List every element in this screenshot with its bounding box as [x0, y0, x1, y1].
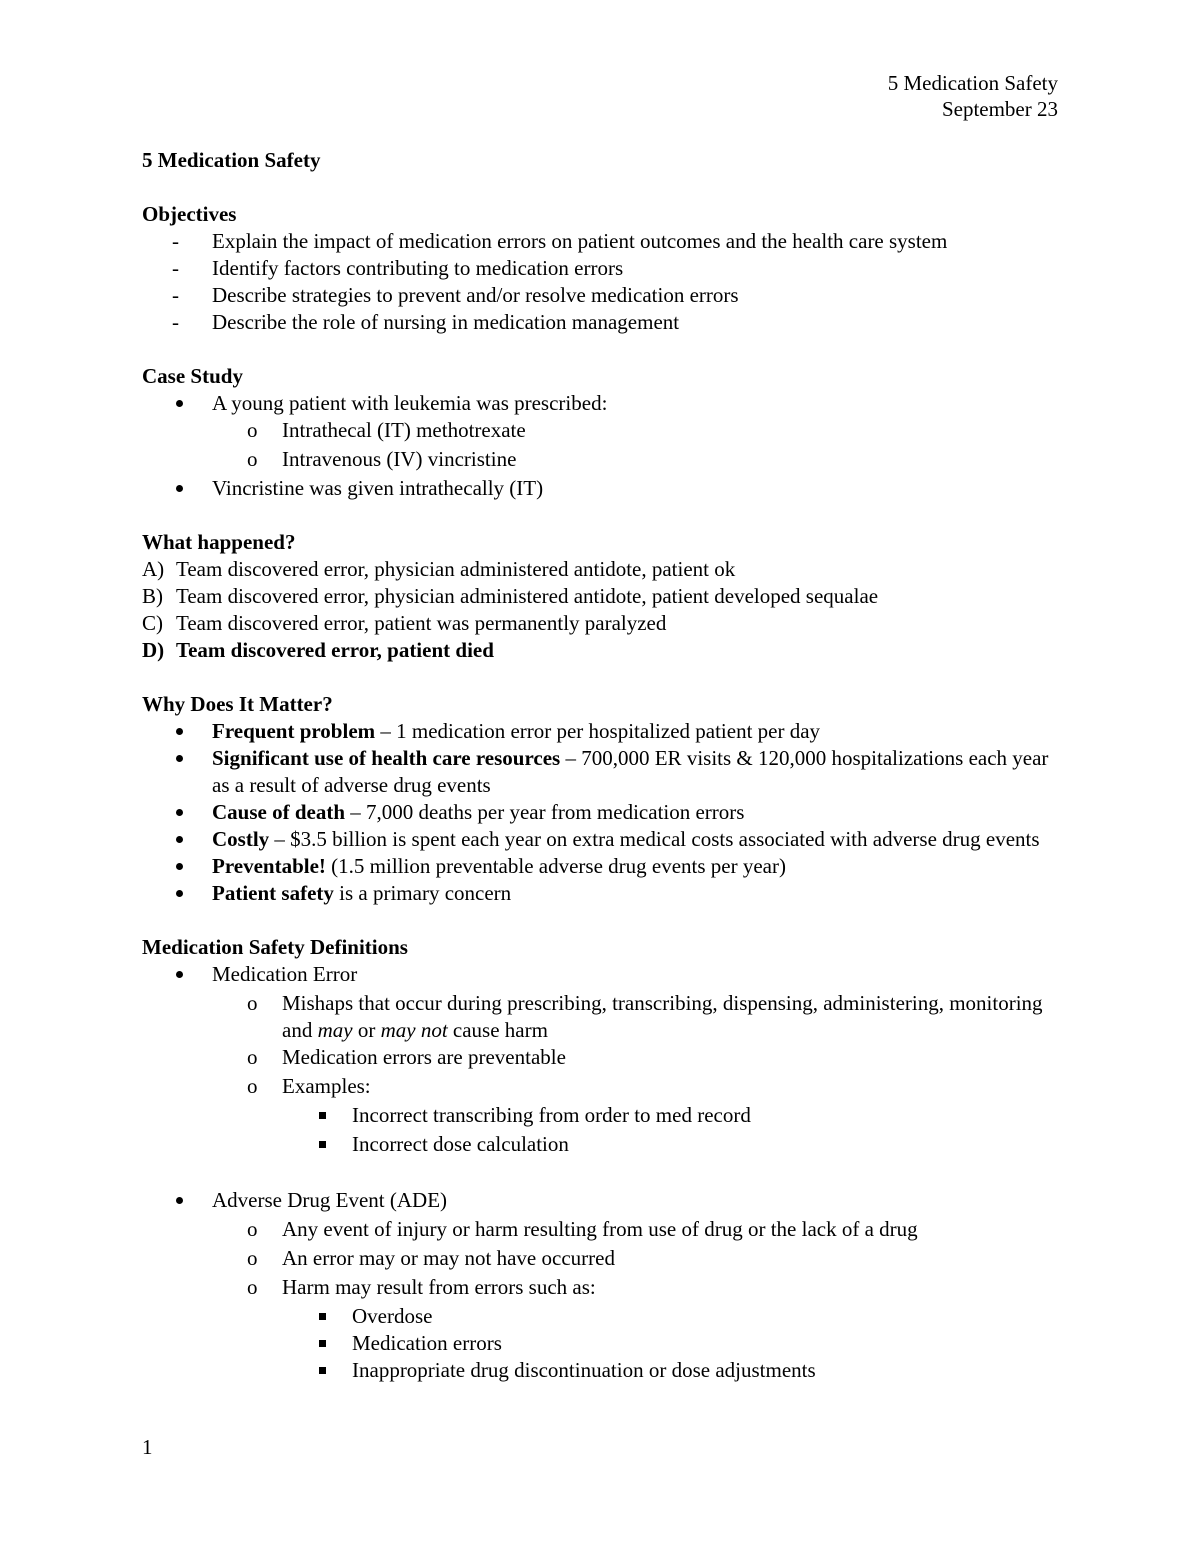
objective-item: - Describe strategies to prevent and/or resolve medication errors	[172, 283, 739, 307]
example-item: Medication errors	[142, 1330, 1062, 1357]
circle-marker: o	[247, 1217, 258, 1241]
why-matter-item: Preventable! (1.5 million preventable adverse drug events per year)	[142, 853, 1062, 880]
circle-marker: o	[247, 1045, 258, 1069]
why-matter-item: Significant use of health care resources – 700,000 ER visits & 120,000 hospitalizations each year as a result of adverse drug events	[142, 745, 1062, 799]
bullet-icon	[176, 755, 183, 762]
dash-marker: -	[172, 283, 179, 307]
objective-item: - Describe the role of nursing in medication management	[172, 310, 680, 334]
objective-item: - Identify factors contributing to medication errors	[172, 256, 624, 280]
bullet-icon	[176, 890, 183, 897]
case-study-item: A young patient with leukemia was prescribed:	[142, 390, 1062, 417]
dash-marker: -	[172, 310, 179, 334]
header-date: September 23	[941, 97, 1058, 121]
square-bullet-icon	[319, 1340, 326, 1347]
case-study-subitem: o Intrathecal (IT) methotrexate	[247, 418, 526, 442]
circle-marker: o	[247, 991, 258, 1015]
example-item: Overdose	[142, 1303, 1062, 1330]
case-study-heading: Case Study	[142, 364, 243, 388]
why-matter-item: Costly – $3.5 billion is spent each year on extra medical costs associated with adverse drug events	[142, 826, 1062, 853]
bullet-icon	[176, 836, 183, 843]
square-bullet-icon	[319, 1141, 326, 1148]
why-matter-item: Patient safety is a primary concern	[142, 880, 1062, 907]
bullet-icon	[176, 863, 183, 870]
circle-marker: o	[247, 1275, 258, 1299]
why-matter-item: Frequent problem – 1 medication error per hospitalized patient per day	[142, 718, 1062, 745]
dash-marker: -	[172, 256, 179, 280]
definition-subitem: o Harm may result from errors such as:	[247, 1275, 596, 1299]
example-item: Incorrect transcribing from order to med record	[142, 1102, 1062, 1129]
square-bullet-icon	[319, 1367, 326, 1374]
objective-item: - Explain the impact of medication errors on patient outcomes and the health care system	[172, 229, 948, 253]
definition-subitem: o Examples:	[247, 1074, 371, 1098]
why-matter-heading: Why Does It Matter?	[142, 692, 333, 716]
circle-marker: o	[247, 447, 258, 471]
bullet-icon	[176, 1197, 183, 1204]
dash-marker: -	[172, 229, 179, 253]
definition-subitem: o Any event of injury or harm resulting from use of drug or the lack of a drug	[247, 1217, 918, 1241]
definition-item: Medication Error	[142, 961, 1062, 988]
square-bullet-icon	[319, 1313, 326, 1320]
definitions-heading: Medication Safety Definitions	[142, 935, 408, 959]
option-c: C) Team discovered error, patient was permanently paralyzed	[142, 611, 667, 635]
page-number: 1	[142, 1435, 153, 1459]
bullet-icon	[176, 809, 183, 816]
definition-subitem: o Medication errors are preventable	[247, 1045, 566, 1069]
definition-subitem: o An error may or may not have occurred	[247, 1246, 615, 1270]
example-item: Inappropriate drug discontinuation or dose adjustments	[142, 1357, 1062, 1384]
option-a: A) Team discovered error, physician administered antidote, patient ok	[142, 557, 736, 581]
header-title: 5 Medication Safety	[887, 71, 1058, 95]
document-title: 5 Medication Safety	[142, 148, 321, 172]
square-bullet-icon	[319, 1112, 326, 1119]
definition-item: Adverse Drug Event (ADE)	[142, 1187, 1062, 1214]
case-study-item: Vincristine was given intrathecally (IT)	[142, 475, 1062, 502]
bullet-icon	[176, 400, 183, 407]
why-matter-item: Cause of death – 7,000 deaths per year from medication errors	[142, 799, 1062, 826]
bullet-icon	[176, 728, 183, 735]
what-happened-heading: What happened?	[142, 530, 296, 554]
document-body	[142, 147, 1062, 1384]
definition-subitem: o Mishaps that occur during prescribing, transcribing, dispensing, administering, monitoring and may or may not cause harm	[247, 991, 1043, 1042]
circle-marker: o	[247, 418, 258, 442]
circle-marker: o	[247, 1074, 258, 1098]
objectives-heading: Objectives	[142, 202, 237, 226]
option-d-answer: D) Team discovered error, patient died	[142, 638, 494, 662]
page-header	[888, 70, 1058, 122]
circle-marker: o	[247, 1246, 258, 1270]
bullet-icon	[176, 485, 183, 492]
option-b: B) Team discovered error, physician administered antidote, patient developed sequalae	[142, 584, 879, 608]
bullet-icon	[176, 971, 183, 978]
case-study-subitem: o Intravenous (IV) vincristine	[247, 447, 517, 471]
example-item: Incorrect dose calculation	[142, 1131, 1062, 1158]
